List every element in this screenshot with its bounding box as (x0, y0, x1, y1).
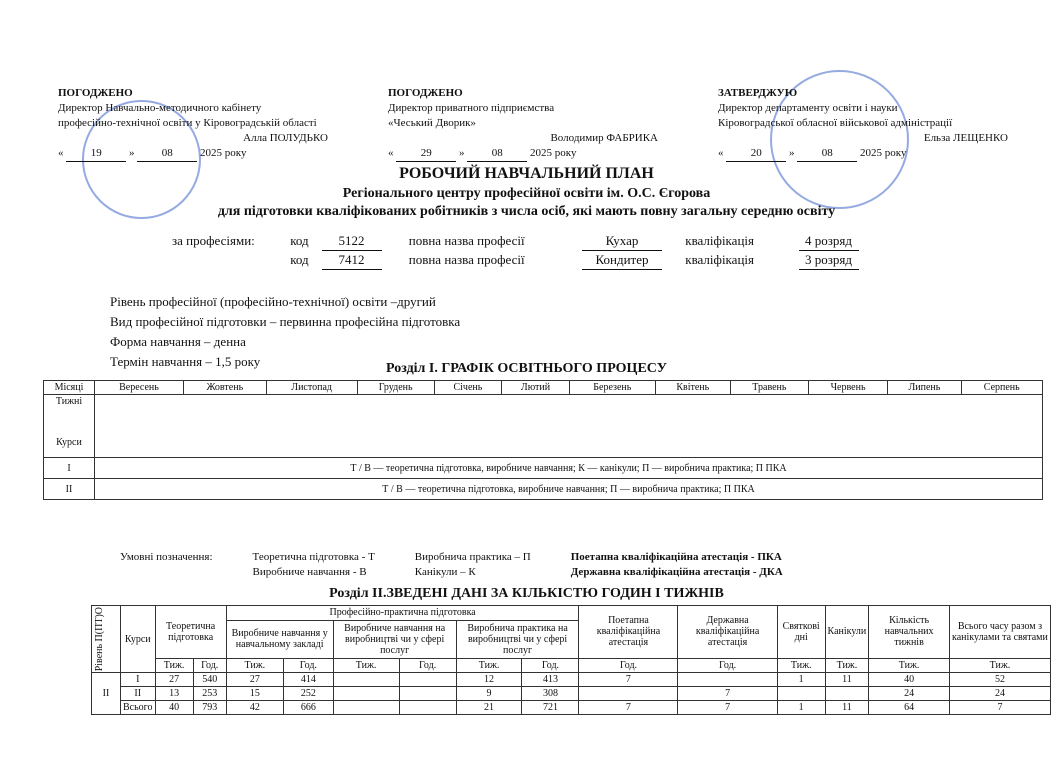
unit-header: Тиж. (226, 658, 283, 673)
unit-header: Тиж. (777, 658, 825, 673)
cell: 24 (869, 687, 950, 701)
holidays-header: Святкові дні (777, 606, 825, 659)
section-1-title: Розділ I. ГРАФІК ОСВІТНЬОГО ПРОЦЕСУ (386, 361, 667, 376)
table-row (92, 701, 1051, 715)
unit-header: Год. (284, 658, 334, 673)
cell (399, 701, 456, 715)
ppp-header: Професійно-практична підготовка (226, 606, 579, 621)
cell (825, 687, 869, 701)
course-row (44, 458, 1043, 479)
cell: 11 (825, 673, 869, 687)
date-day: 19 (66, 146, 126, 162)
professions-block (172, 232, 859, 270)
cell: 9 (456, 687, 522, 701)
courses-header: Курси (121, 606, 156, 673)
vacation-header: Канікули (825, 606, 869, 659)
approval-column (718, 86, 1048, 162)
weeks-row (44, 395, 1043, 458)
schedule-table (43, 380, 1043, 500)
profession-qualification: 4 розряд (799, 232, 859, 251)
signer-name: Алла ПОЛУДЬКО (243, 132, 328, 144)
cell: 793 (193, 701, 226, 715)
cell (777, 687, 825, 701)
weeks-grid (95, 395, 1043, 458)
unit-header: Тиж. (456, 658, 522, 673)
cell: 666 (284, 701, 334, 715)
cell: 13 (155, 687, 193, 701)
cell: 1 (777, 701, 825, 715)
legend-column (415, 550, 531, 580)
cell: 7 (678, 687, 777, 701)
document-title: РОБОЧИЙ НАВЧАЛЬНИЙ ПЛАН (399, 165, 654, 182)
signer-name: Володимир ФАБРИКА (550, 132, 658, 144)
approval-line: Кіровоградської обласної військової адміністрації (718, 117, 953, 129)
months-label: Місяці (44, 381, 95, 395)
date-year: 2025 року (200, 147, 247, 159)
months-row (44, 381, 1043, 395)
legend-column (253, 550, 375, 580)
unit-header: Тиж. (949, 658, 1050, 673)
info-line: Форма навчання – денна (110, 334, 246, 349)
total-header: Всього часу разом з канікулами та святами (949, 606, 1050, 659)
cell: 253 (193, 687, 226, 701)
unit-header: Год. (522, 658, 579, 673)
date-month: 08 (797, 146, 857, 162)
legend-item: Державна кваліфікаційна атестація - ДКА (570, 566, 783, 578)
cell: 11 (825, 701, 869, 715)
cell: 24 (949, 687, 1050, 701)
program-info (110, 292, 460, 372)
organization-title: Регіонального центру професійної освіти ім. О.С. Єгорова (342, 186, 711, 201)
unit-header: Тиж. (825, 658, 869, 673)
cell (333, 687, 399, 701)
legend-item: Канікули – К (414, 566, 476, 578)
row-label: II (121, 687, 156, 701)
profession-row (172, 251, 859, 270)
info-line: Термін навчання – 1,5 року (110, 354, 261, 369)
month-cell: Травень (730, 381, 808, 395)
theory-header: Теоретична підготовка (155, 606, 226, 659)
legend (120, 550, 783, 580)
legend-item: Виробниче навчання - В (252, 566, 367, 578)
month-cell: Січень (434, 381, 501, 395)
cell: 7 (949, 701, 1050, 715)
cell: 15 (226, 687, 283, 701)
course-schedule: Т / В — теоретична підготовка, виробниче навчання; К — канікули; П — виробнича практика; П ПКА (95, 458, 1043, 479)
month-cell: Серпень (961, 381, 1042, 395)
date-year: 2025 року (860, 147, 907, 159)
legend-item: Теоретична підготовка - Т (252, 551, 375, 563)
purpose-title: для підготовки кваліфікованих робітників з числа осіб, які мають повну загальну середню освіту (217, 204, 836, 219)
row-label: Всього (121, 701, 156, 715)
date-month: 08 (137, 146, 197, 162)
professions-label: за професіями: (172, 233, 255, 248)
code-label: код (290, 252, 309, 267)
cell (678, 673, 777, 687)
month-cell: Лютий (502, 381, 570, 395)
profession-name: Кондитер (582, 251, 662, 270)
cell: 414 (284, 673, 334, 687)
pka-header: Поетапна кваліфікаційна атестація (579, 606, 678, 659)
name-label: повна назва професії (408, 233, 525, 248)
cell: 308 (522, 687, 579, 701)
approval-block (58, 86, 1048, 162)
cell: 413 (522, 673, 579, 687)
approval-line: «Чеський Дворик» (388, 117, 476, 129)
info-line: Вид професійної підготовки – первинна професійна підготовка (110, 314, 461, 329)
cell (399, 673, 456, 687)
month-cell: Квітень (655, 381, 730, 395)
legend-item: Виробнича практика – П (414, 551, 531, 563)
cell: 27 (155, 673, 193, 687)
level-cell: II (92, 673, 121, 715)
weeks-header: Кількість навчальних тижнів (869, 606, 950, 659)
vn-school-header: Виробниче навчання у навчальному закладі (226, 620, 333, 658)
cell: 52 (949, 673, 1050, 687)
legend-item: Поетапна кваліфікаційна атестація - ПКА (570, 551, 782, 563)
approval-date: « 19 » 08 2025 року (58, 146, 388, 162)
profession-row (172, 232, 859, 251)
name-label: повна назва професії (408, 252, 525, 267)
legend-column (571, 550, 783, 580)
course-schedule: Т / В — теоретична підготовка, виробниче навчання; П — виробнича практика; П ПКА (95, 479, 1043, 500)
dka-header: Державна кваліфікаційна атестація (678, 606, 777, 659)
approval-line: Директор Навчально-методичного кабінету (58, 102, 262, 114)
profession-name: Кухар (582, 232, 662, 251)
approval-line: професійно-технічної освіти у Кіровоградській області (58, 117, 317, 129)
table-row (92, 687, 1051, 701)
cell: 40 (869, 673, 950, 687)
profession-qualification: 3 розряд (799, 251, 859, 270)
unit-header: Год. (579, 658, 678, 673)
approval-heading: ПОГОДЖЕНО (388, 87, 463, 99)
cell: 252 (284, 687, 334, 701)
date-day: 20 (726, 146, 786, 162)
unit-header: Тиж. (333, 658, 399, 673)
month-cell: Листопад (266, 381, 357, 395)
unit-header: Год. (399, 658, 456, 673)
cell: 7 (579, 673, 678, 687)
month-cell: Березень (570, 381, 656, 395)
month-cell: Вересень (95, 381, 184, 395)
level-header (92, 606, 121, 673)
approval-line: Директор департаменту освіти і науки (718, 102, 898, 114)
cell (333, 673, 399, 687)
date-day: 29 (396, 146, 456, 162)
unit-header: Год. (678, 658, 777, 673)
approval-column (388, 86, 718, 162)
approval-column (58, 86, 388, 162)
date-year: 2025 року (530, 147, 577, 159)
cell: 21 (456, 701, 522, 715)
table-row (92, 673, 1051, 687)
section-2-title: Розділ II.ЗВЕДЕНІ ДАНІ ЗА КІЛЬКІСТЮ ГОДИН І ТИЖНІВ (329, 586, 724, 601)
vn-work-header: Виробниче навчання на виробництві чи у сфері послуг (333, 620, 456, 658)
approval-heading: ЗАТВЕРДЖУЮ (718, 87, 798, 99)
cell: 40 (155, 701, 193, 715)
cell: 27 (226, 673, 283, 687)
profession-code: 7412 (322, 251, 382, 270)
profession-code: 5122 (322, 232, 382, 251)
cell (333, 701, 399, 715)
cell: 721 (522, 701, 579, 715)
course-label: II (44, 479, 95, 500)
cell: 64 (869, 701, 950, 715)
unit-header: Тиж. (155, 658, 193, 673)
month-cell: Грудень (357, 381, 434, 395)
approval-date: « 20 » 08 2025 року (718, 146, 1048, 162)
cell: 12 (456, 673, 522, 687)
code-label: код (290, 233, 309, 248)
row-label: I (121, 673, 156, 687)
cell: 7 (678, 701, 777, 715)
weeks-courses-label (44, 395, 95, 458)
month-cell: Липень (888, 381, 961, 395)
legend-label: Умовні позначення: (120, 551, 213, 563)
cell (399, 687, 456, 701)
weeks-label: Тижні (55, 396, 83, 407)
course-row (44, 479, 1043, 500)
info-line: Рівень професійної (професійно-технічної) освіти –другий (110, 294, 436, 309)
month-cell: Жовтень (183, 381, 266, 395)
approval-line: Директор приватного підприємства (388, 102, 555, 114)
cell: 7 (579, 701, 678, 715)
cell: 540 (193, 673, 226, 687)
month-cell: Червень (808, 381, 887, 395)
cell: 1 (777, 673, 825, 687)
approval-heading: ПОГОДЖЕНО (58, 87, 133, 99)
course-label: I (44, 458, 95, 479)
signer-name: Ельза ЛЕЩЕНКО (923, 132, 1008, 144)
qual-label: кваліфікація (685, 252, 754, 267)
cell (579, 687, 678, 701)
vp-header: Виробнича практика на виробництві чи у сфері послуг (456, 620, 579, 658)
level-header-text: Рівень П(ПТ)О (94, 607, 105, 672)
summary-table (91, 605, 1051, 715)
courses-label: Курси (56, 437, 82, 448)
unit-header: Год. (193, 658, 226, 673)
date-month: 08 (467, 146, 527, 162)
qual-label: кваліфікація (685, 233, 754, 248)
cell: 42 (226, 701, 283, 715)
approval-date: « 29 » 08 2025 року (388, 146, 718, 162)
unit-header: Тиж. (869, 658, 950, 673)
